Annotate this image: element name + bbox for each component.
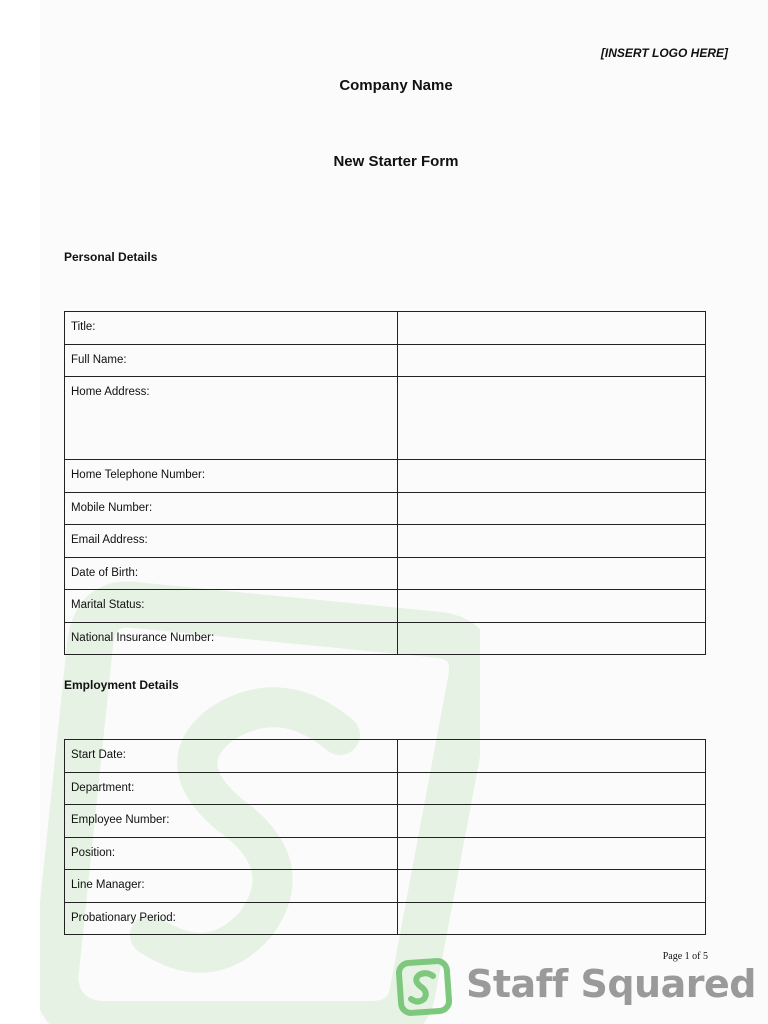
field-label: Employee Number:	[65, 805, 398, 838]
probationary-period-input[interactable]	[398, 902, 706, 935]
marital-status-input[interactable]	[398, 590, 706, 623]
table-row	[65, 525, 706, 558]
table-row	[65, 740, 706, 773]
field-label: Start Date:	[65, 740, 398, 773]
department-input[interactable]	[398, 772, 706, 805]
table-row	[65, 492, 706, 525]
start-date-input[interactable]	[398, 740, 706, 773]
field-label: Marital Status:	[65, 590, 398, 623]
line-manager-input[interactable]	[398, 870, 706, 903]
table-row	[65, 312, 706, 345]
national-insurance-input[interactable]	[398, 622, 706, 655]
table-row	[65, 557, 706, 590]
personal-details-heading: Personal Details	[64, 250, 158, 264]
company-name: Company Name	[339, 77, 453, 94]
field-label: National Insurance Number:	[65, 622, 398, 655]
field-label: Email Address:	[65, 525, 398, 558]
table-row	[65, 377, 706, 460]
full-name-input[interactable]	[398, 344, 706, 377]
table-row	[65, 870, 706, 903]
form-title: New Starter Form	[333, 153, 459, 170]
home-address-input[interactable]	[398, 377, 706, 460]
staff-squared-logo	[396, 956, 756, 1018]
field-label: Date of Birth:	[65, 557, 398, 590]
mobile-number-input[interactable]	[398, 492, 706, 525]
brand-name: Staff Squared	[466, 962, 756, 1006]
table-row	[65, 622, 706, 655]
staff-squared-logo-icon	[396, 958, 452, 1016]
table-row	[65, 805, 706, 838]
field-label: Home Address:	[65, 377, 398, 460]
field-label: Full Name:	[65, 344, 398, 377]
table-row	[65, 590, 706, 623]
employment-details-heading: Employment Details	[64, 678, 179, 692]
field-label: Probationary Period:	[65, 902, 398, 935]
table-row	[65, 837, 706, 870]
table-row	[65, 902, 706, 935]
field-label: Line Manager:	[65, 870, 398, 903]
employee-number-input[interactable]	[398, 805, 706, 838]
date-of-birth-input[interactable]	[398, 557, 706, 590]
personal-details-table	[64, 311, 706, 655]
field-label: Position:	[65, 837, 398, 870]
field-label: Department:	[65, 772, 398, 805]
page-number: Page 1 of 5	[662, 951, 708, 962]
home-telephone-input[interactable]	[398, 460, 706, 493]
table-row	[65, 344, 706, 377]
field-label: Mobile Number:	[65, 492, 398, 525]
logo-placeholder: [INSERT LOGO HERE]	[600, 46, 728, 60]
field-label: Title:	[65, 312, 398, 345]
title-input[interactable]	[398, 312, 706, 345]
field-label: Home Telephone Number:	[65, 460, 398, 493]
email-address-input[interactable]	[398, 525, 706, 558]
table-row	[65, 460, 706, 493]
employment-details-table	[64, 739, 706, 935]
table-row	[65, 772, 706, 805]
position-input[interactable]	[398, 837, 706, 870]
